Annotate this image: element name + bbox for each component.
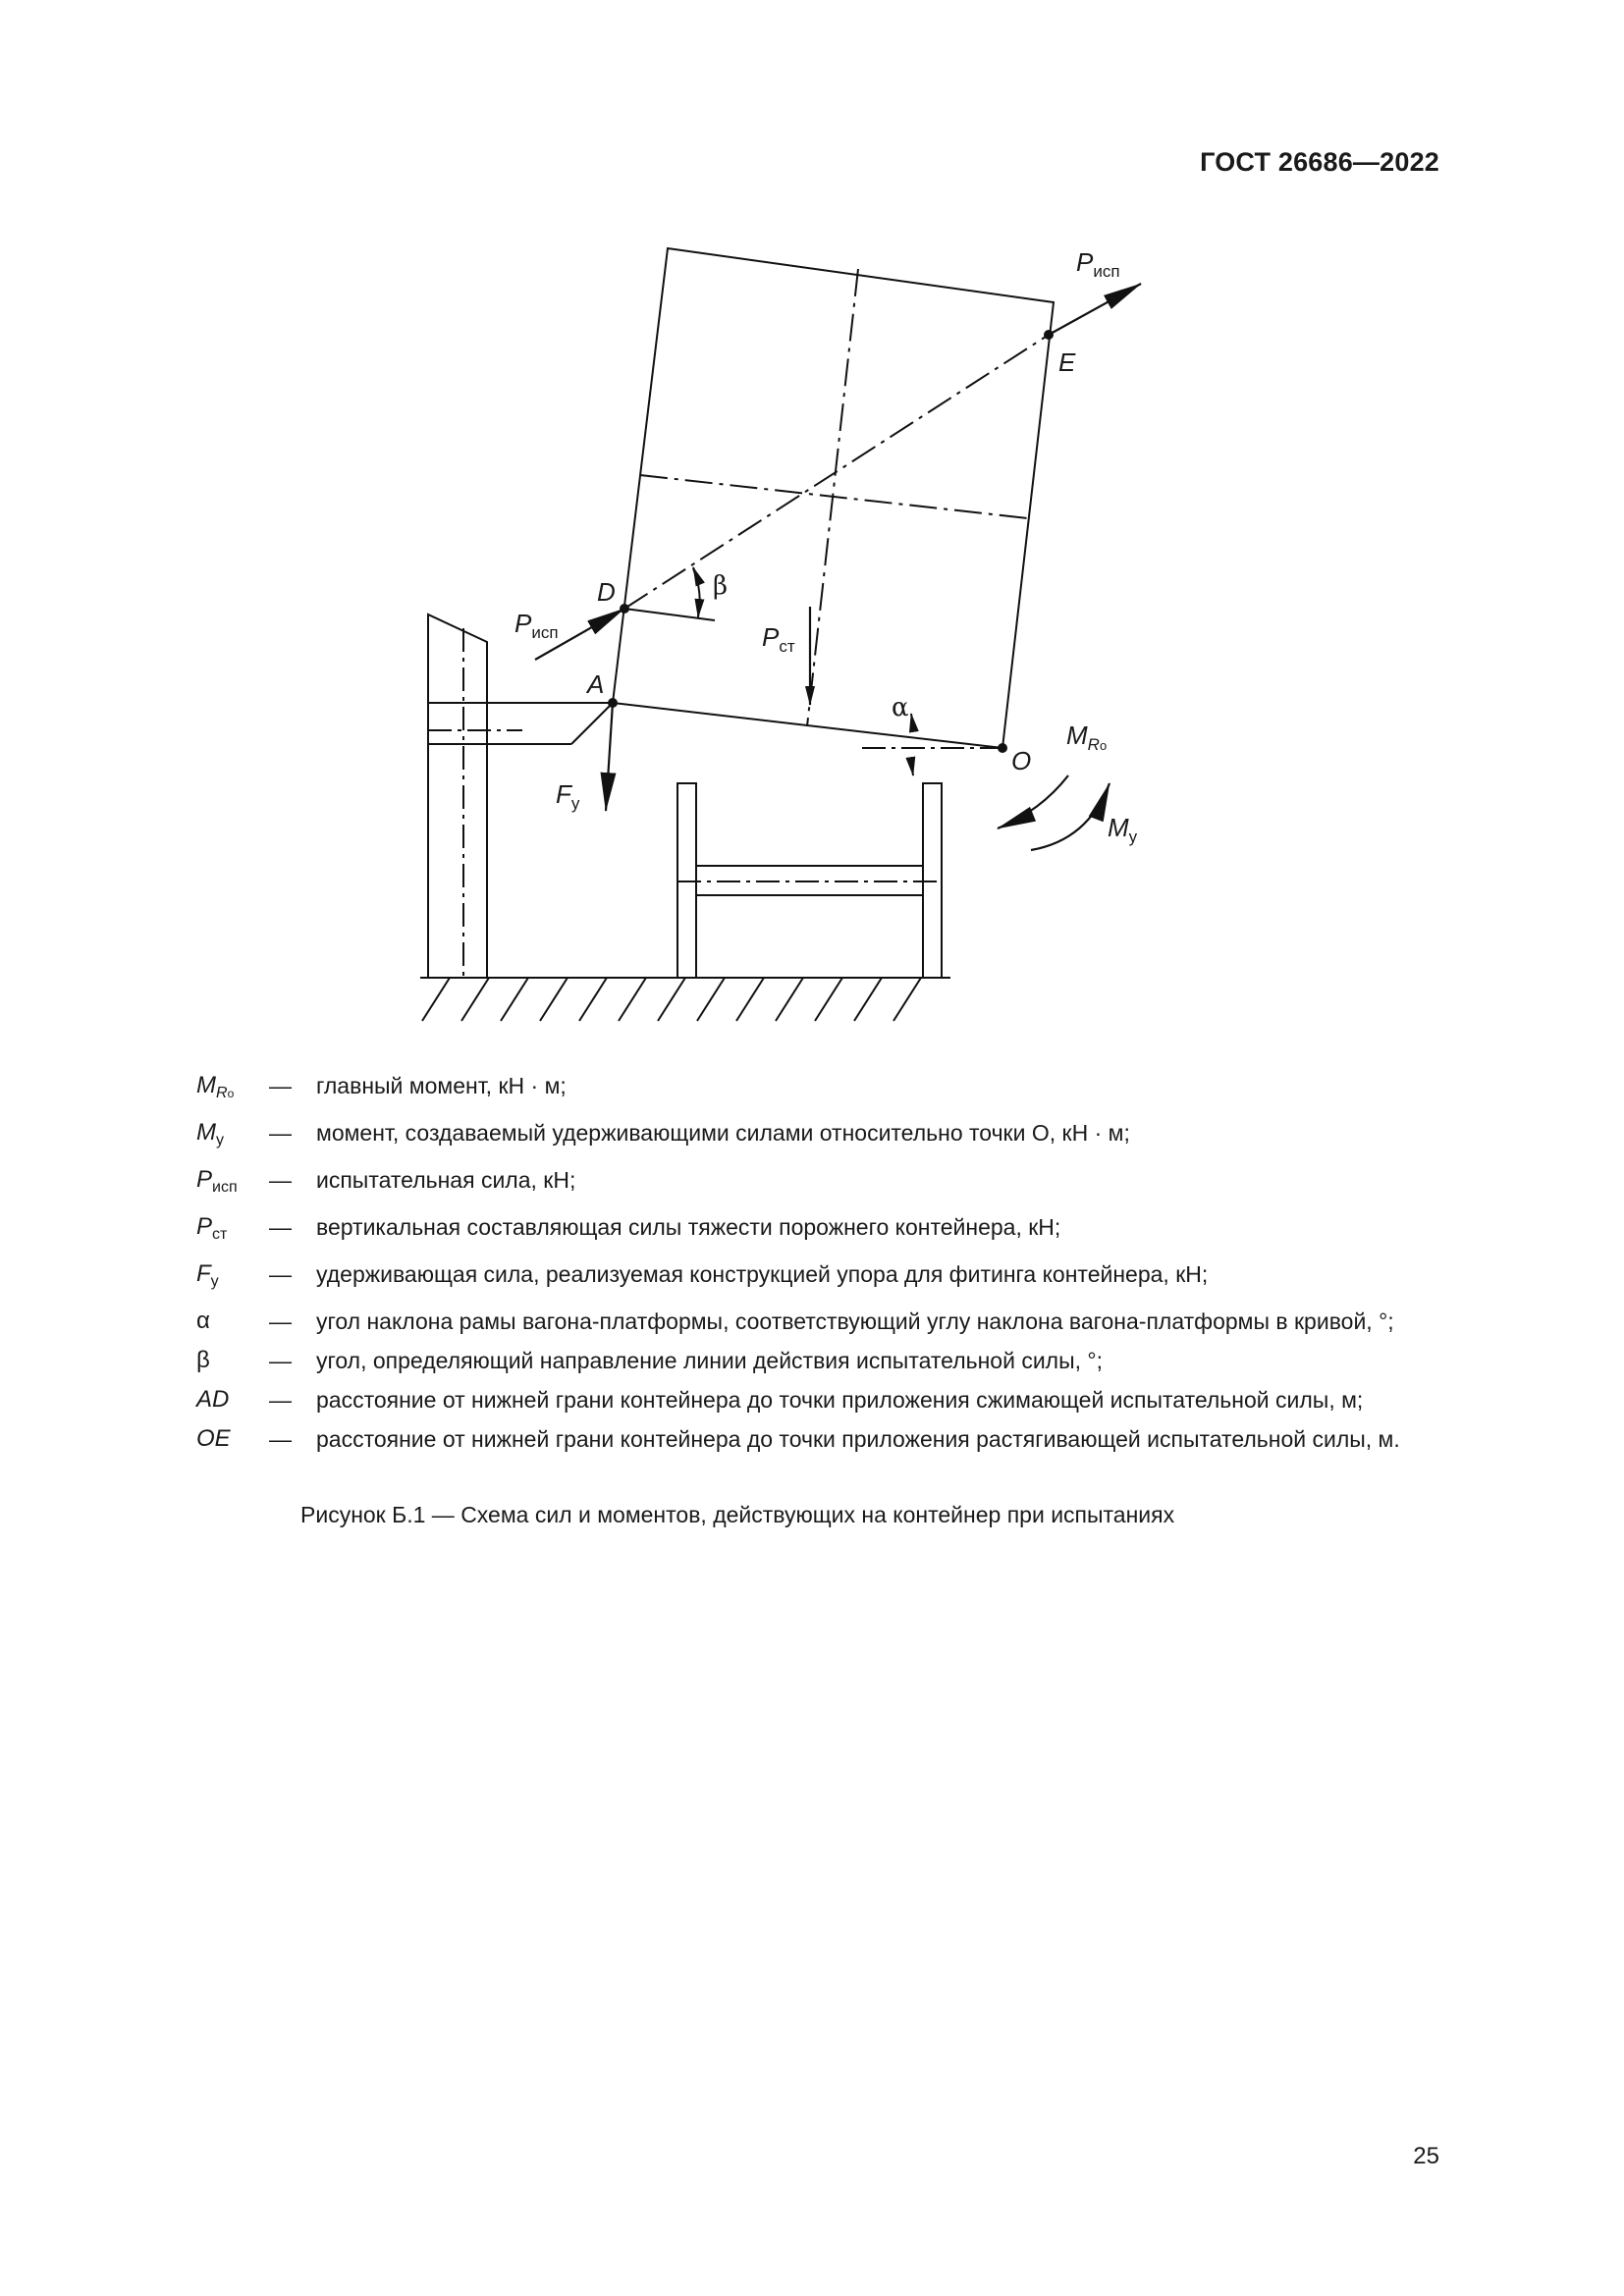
legend-row-ad: AD — расстояние от нижней грани контейнера до точки приложения сжимающей испытательной силы, м; bbox=[196, 1386, 1434, 1414]
ground-hatching bbox=[422, 978, 921, 1021]
legend-description: угол, определяющий направление линии действия испытательной силы, °; bbox=[316, 1348, 1104, 1373]
container-horizontal-axis bbox=[640, 475, 1028, 518]
force-diagram bbox=[0, 0, 1624, 1060]
page-number: 25 bbox=[1413, 2143, 1439, 2169]
legend-symbol: $P_{ст}$ bbox=[196, 1213, 228, 1243]
container-vertical-axis bbox=[807, 269, 858, 726]
legend-row-p-st: $P_{ст}$ — вертикальная составляющая силы тяжести порожнего контейнера, кН; bbox=[196, 1213, 1434, 1249]
legend-symbol: $M_{Rо}$ bbox=[196, 1072, 235, 1101]
symbol-legend bbox=[196, 1072, 1434, 1465]
test-force-line bbox=[624, 335, 1049, 609]
wagon-frame bbox=[677, 783, 942, 978]
figure-caption: Рисунок Б.1 — Схема сил и моментов, действующих на контейнер при испытаниях bbox=[300, 1502, 1175, 1527]
point-d-dot bbox=[620, 604, 629, 614]
legend-row-beta: β — угол, определяющий направление линии действия испытательной силы, °; bbox=[196, 1347, 1434, 1374]
legend-description: вертикальная составляющая силы тяжести порожнего контейнера, кН; bbox=[316, 1214, 1061, 1240]
label-alpha: α bbox=[892, 693, 909, 722]
legend-row-f-y: $F_у$ — удерживающая сила, реализуемая конструкцией упора для фитинга контейнера, кН; bbox=[196, 1260, 1434, 1296]
point-a-dot bbox=[608, 698, 618, 708]
label-point-o: O bbox=[1011, 746, 1032, 775]
label-m-ro: $M_{Rо}$ bbox=[1066, 721, 1108, 754]
legend-description: расстояние от нижней грани контейнера до точки приложения сжимающей испытательной силы, м; bbox=[316, 1387, 1364, 1413]
m-ro-arrow bbox=[998, 775, 1068, 828]
document-header: ГОСТ 26686—2022 bbox=[1200, 147, 1439, 177]
point-o-dot bbox=[998, 743, 1007, 753]
legend-description: главный момент, кН · м; bbox=[316, 1073, 567, 1098]
legend-description: удерживающая сила, реализуемая конструкцией упора для фитинга контейнера, кН; bbox=[316, 1261, 1209, 1287]
legend-symbol: $M_у$ bbox=[196, 1119, 224, 1148]
legend-description: расстояние от нижней грани контейнера до точки приложения растягивающей испытательной силы, м. bbox=[316, 1426, 1400, 1452]
label-point-e: E bbox=[1058, 347, 1076, 377]
legend-description: момент, создаваемый удерживающими силами относительно точки О, кН · м; bbox=[316, 1120, 1130, 1146]
label-p-st: $P_{ст}$ bbox=[762, 622, 795, 656]
p-isp-upper-arrow bbox=[1049, 284, 1141, 335]
beta-reference-line bbox=[624, 609, 715, 620]
legend-symbol: β bbox=[196, 1347, 210, 1373]
legend-symbol: AD bbox=[196, 1386, 230, 1413]
legend-description: угол наклона рамы вагона-платформы, соответствующий углу наклона вагона-платформы в кривой, °; bbox=[316, 1308, 1394, 1334]
force-diagram-drawing bbox=[0, 0, 1624, 1060]
m-y-arrow bbox=[1031, 783, 1110, 850]
label-point-d: D bbox=[597, 577, 616, 607]
label-m-y: $M_у$ bbox=[1108, 813, 1138, 846]
legend-symbol: α bbox=[196, 1308, 210, 1334]
legend-symbol: OE bbox=[196, 1425, 231, 1452]
stop-post bbox=[428, 614, 613, 978]
f-y-arrow bbox=[606, 703, 613, 811]
legend-symbol: $F_у$ bbox=[196, 1260, 219, 1290]
container-outline bbox=[613, 248, 1054, 748]
legend-row-oe: OE — расстояние от нижней грани контейнера до точки приложения растягивающей испытательной силы, м. bbox=[196, 1425, 1434, 1453]
label-p-isp-lower: $P_{исп}$ bbox=[514, 609, 559, 642]
legend-symbol: $P_{исп}$ bbox=[196, 1166, 238, 1196]
legend-row-m-ro: $M_{Rо}$ — главный момент, кН · м; bbox=[196, 1072, 1434, 1107]
label-beta: β bbox=[713, 571, 729, 601]
label-f-y: $F_у$ bbox=[556, 779, 580, 813]
point-e-dot bbox=[1044, 330, 1054, 340]
legend-row-alpha: α — угол наклона рамы вагона-платформы, соответствующий углу наклона вагона-платформы в кривой, °; bbox=[196, 1308, 1434, 1335]
label-p-isp-upper: $P_{исп}$ bbox=[1076, 247, 1120, 281]
label-point-a: A bbox=[587, 669, 605, 699]
legend-row-p-isp: $P_{исп}$ — испытательная сила, кН; bbox=[196, 1166, 1434, 1201]
legend-description: испытательная сила, кН; bbox=[316, 1167, 576, 1193]
legend-row-m-y: $M_у$ — момент, создаваемый удерживающими силами относительно точки О, кН · м; bbox=[196, 1119, 1434, 1154]
